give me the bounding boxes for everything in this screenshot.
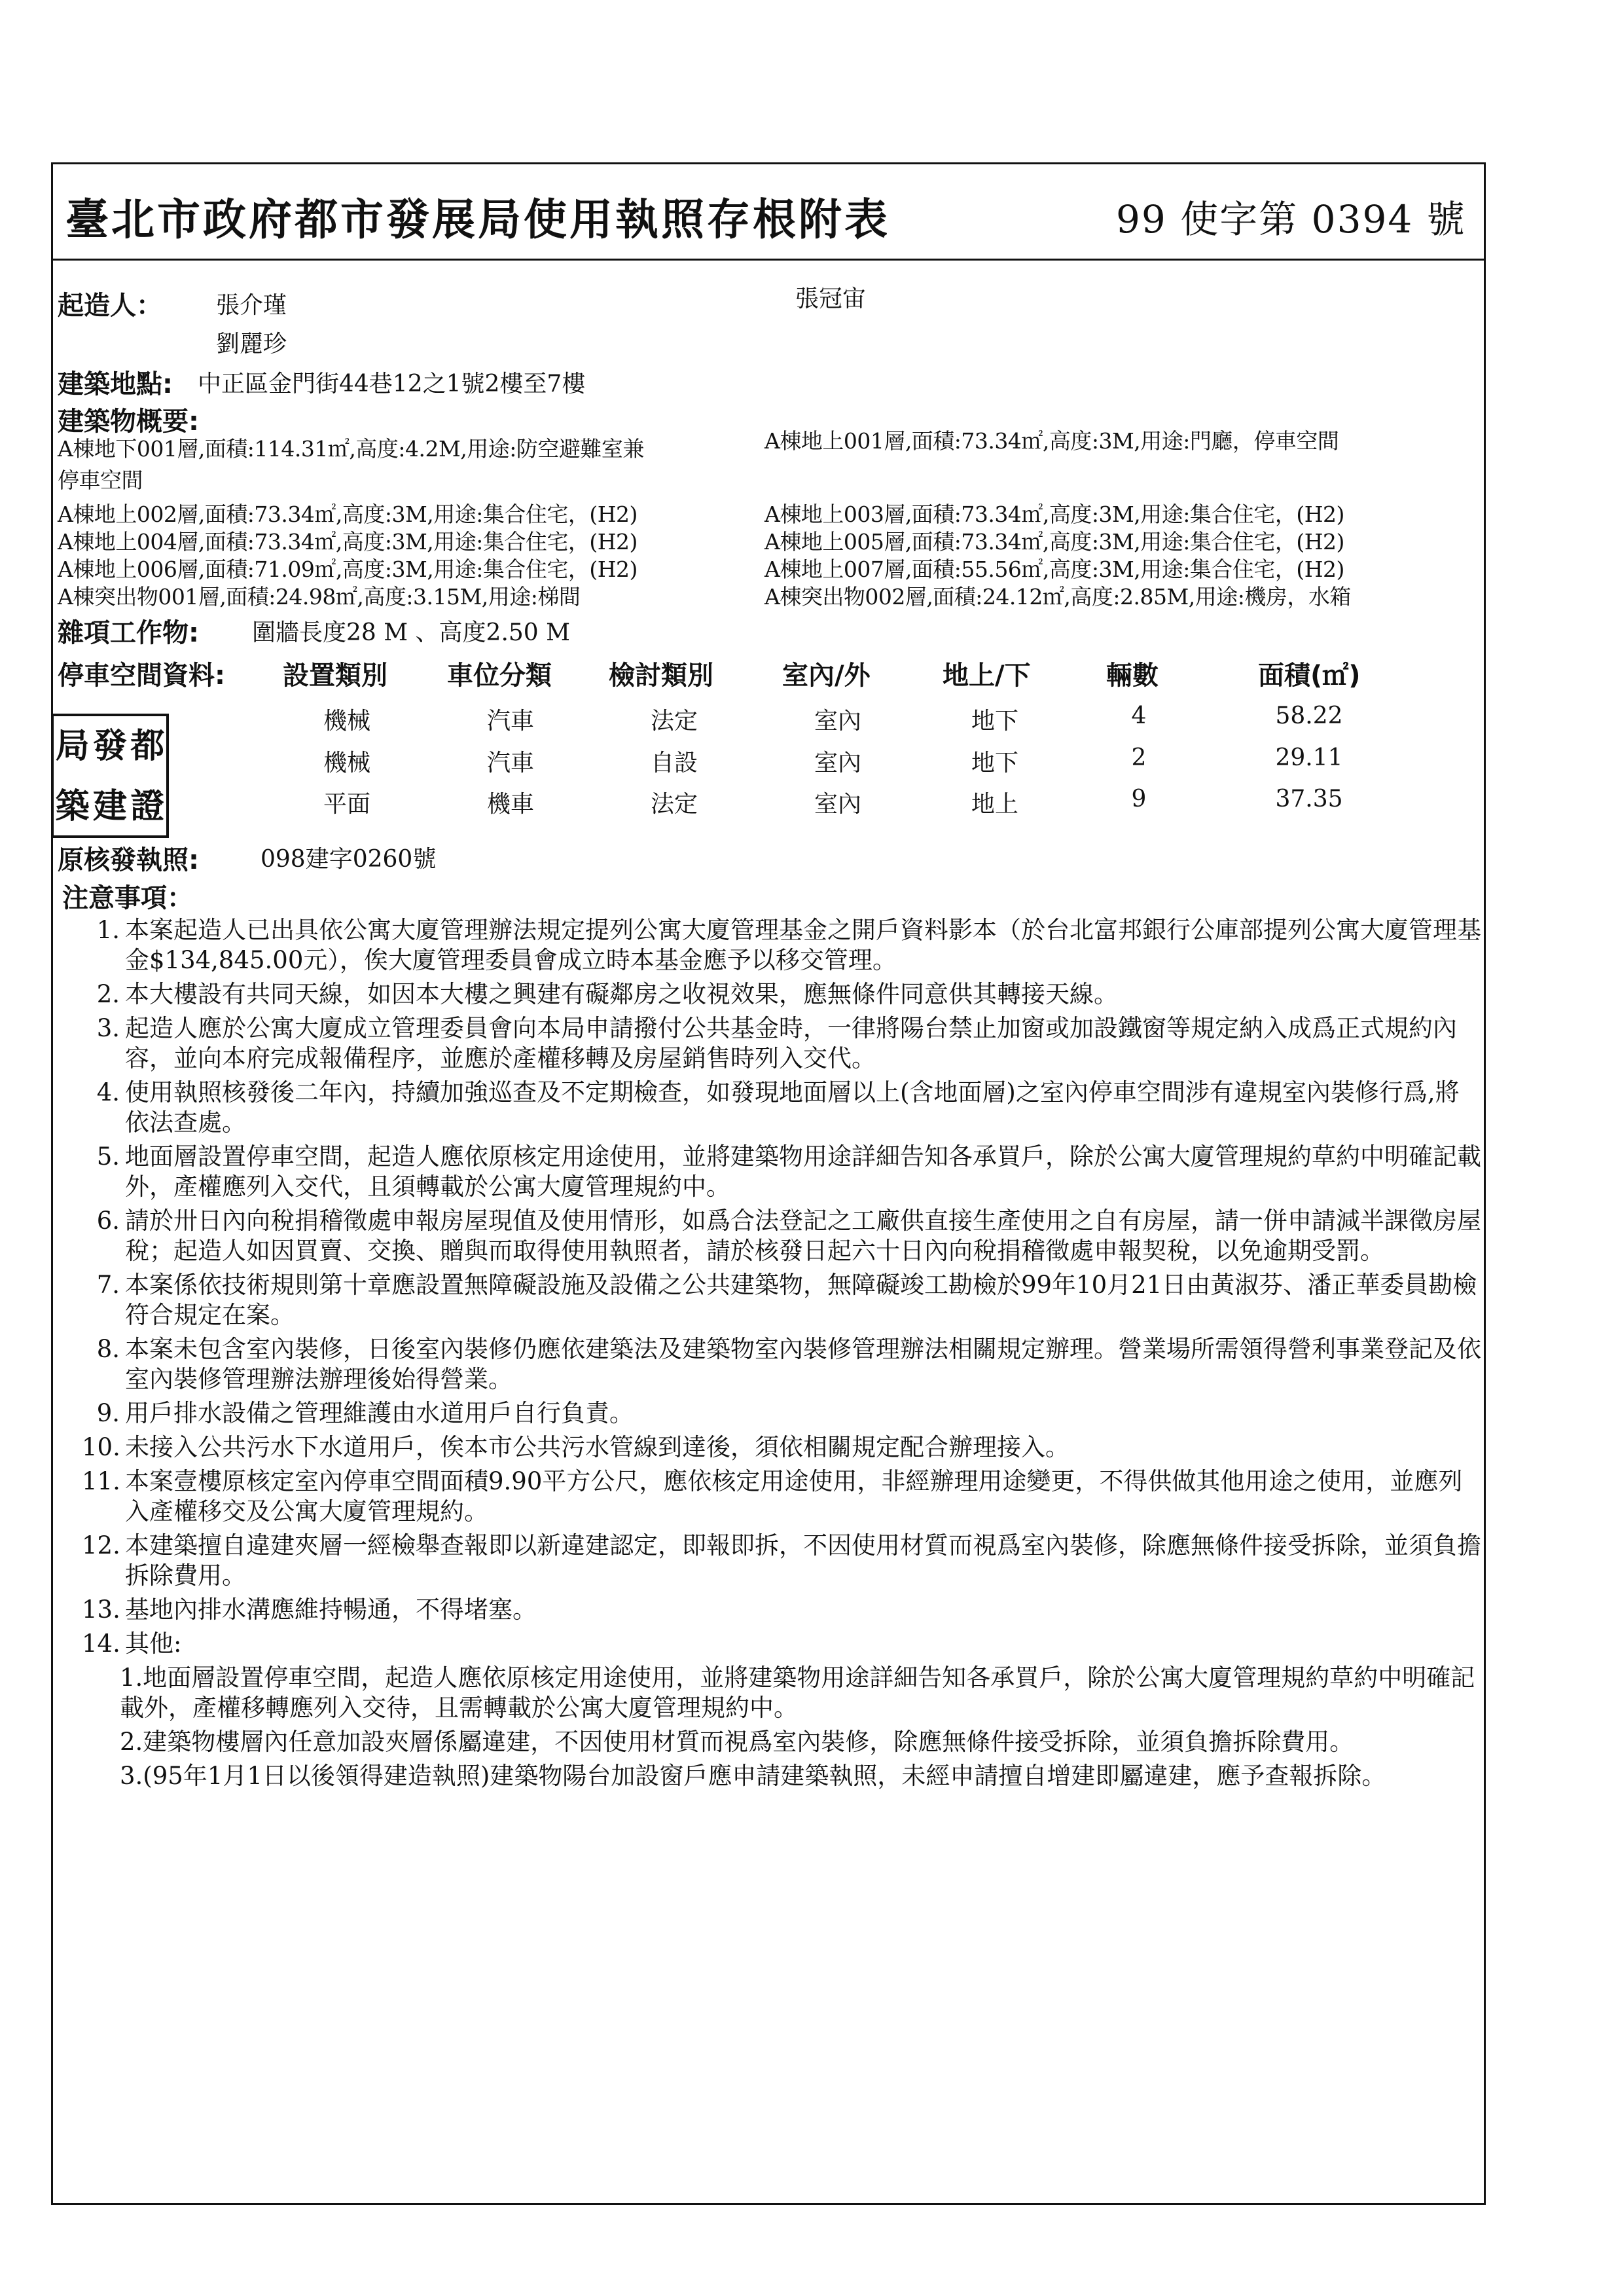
note-item <box>82 1334 1483 1394</box>
original-permit-label: 原核發執照: <box>58 845 199 875</box>
parking-label: 停車空間資料: <box>58 661 225 691</box>
note-text: 本案係依技術規則第十章應設置無障礙設施及設備之公共建築物，無障礙竣工勘檢於99年10月21日由黃淑芬、潘正華委員勘檢符合規定在案。 <box>125 1271 1477 1329</box>
note-number: 4. <box>96 1078 120 1106</box>
overview-label: 建築物概要: <box>58 407 199 437</box>
parking-header: 車位分類 <box>447 661 552 691</box>
table-cell: 汽車 <box>486 750 534 776</box>
overview-left-line: A棟地下001層,面積:114.31㎡,高度:4.2M,用途:防空避難室兼 <box>58 436 644 462</box>
note-text: 請於卅日內向稅捐稽徵處申報房屋現值及使用情形，如爲合法登記之工廠供直接生產使用之自有房屋，請一併申請減半課徵房屋稅；起造人如因買賣、交換、贈與而取得使用執照者，請於核發日起六十日內向稅捐稽徵處申報契稅，以免逾期受罰。 <box>125 1207 1481 1265</box>
table-cell: 法定 <box>650 708 698 735</box>
table-cell: 37.35 <box>1275 786 1343 812</box>
note-item <box>82 1398 1483 1429</box>
note-number: 2. <box>96 980 120 1008</box>
parking-header: 檢討類別 <box>609 661 713 691</box>
original-permit-value: 098建字0260號 <box>261 846 437 873</box>
note-text: 本大樓設有共同天線，如因本大樓之興建有礙鄰房之收視效果，應無條件同意供其轉接天線。 <box>125 980 1118 1008</box>
note-number: 7. <box>96 1271 120 1299</box>
overview-left-line: A棟地上004層,面積:73.34㎡,高度:3M,用途:集合住宅，(H2) <box>58 529 638 555</box>
seal-char: 證 <box>130 786 165 826</box>
seal-char: 發 <box>92 726 127 766</box>
overview-right-line: A棟地上007層,面積:55.56㎡,高度:3M,用途:集合住宅，(H2) <box>764 556 1344 582</box>
misc-work-value: 圍牆長度28 M 、高度2.50 M <box>252 619 571 646</box>
table-cell: 室內 <box>814 791 861 818</box>
note-sub-item: 1.地面層設置停車空間，起造人應依原核定用途使用，並將建築物用途詳細告知各承買戶，除於公寓大廈管理規約草約中明確記載外，產權移轉應列入交待，且需轉載於公寓大廈管理規約中。 <box>120 1664 1475 1722</box>
note-item <box>82 1432 1483 1463</box>
table-cell: 室內 <box>814 750 861 776</box>
note-text: 本建築擅自違建夾層一經檢舉查報即以新違建認定，即報即拆，不因使用材質而視爲室內裝修，除應無條件接受拆除，並須負擔拆除費用。 <box>125 1531 1481 1590</box>
overview-right-line: A棟地上003層,面積:73.34㎡,高度:3M,用途:集合住宅，(H2) <box>764 501 1344 527</box>
builder-label: 起造人： <box>58 291 162 321</box>
note-item <box>82 915 1483 975</box>
note-item <box>82 1595 1483 1625</box>
note-text: 其他: <box>125 1630 182 1658</box>
table-cell: 地上 <box>971 791 1018 818</box>
note-number: 10. <box>82 1433 120 1461</box>
note-number: 14. <box>82 1630 120 1658</box>
document-number: 99 使字第 0394 號 <box>1116 197 1466 242</box>
builder-name-1: 張介瑾 <box>216 292 287 319</box>
note-number: 12. <box>82 1531 120 1559</box>
note-number: 11. <box>82 1467 120 1495</box>
note-item <box>82 1531 1483 1591</box>
table-cell: 地下 <box>971 750 1018 776</box>
note-text: 本案壹樓原核定室內停車空間面積9.90平方公尺，應依核定用途使用，非經辦理用途變更，不得供做其他用途之使用，並應列入產權移交及公寓大廈管理規約。 <box>125 1467 1463 1525</box>
location-value: 中正區金門街44巷12之1號2樓至7樓 <box>198 371 586 397</box>
misc-work-label: 雜項工作物: <box>58 618 199 648</box>
builder-name-3: 張冠宙 <box>795 285 867 312</box>
seal-char: 築 <box>55 786 90 826</box>
table-cell: 58.22 <box>1275 702 1343 729</box>
table-cell: 機械 <box>323 708 370 735</box>
overview-right-line: A棟地上001層,面積:73.34㎡,高度:3M,用途:門廳，停車空間 <box>764 428 1339 454</box>
parking-header: 地上/下 <box>943 661 1031 691</box>
parking-header: 室內/外 <box>782 661 871 691</box>
official-seal <box>51 714 169 838</box>
table-cell: 平面 <box>323 791 370 818</box>
note-number: 1. <box>96 916 120 944</box>
note-text: 使用執照核發後二年內，持續加強巡查及不定期檢查，如發現地面層以上(含地面層)之室內停車空間涉有違規室內裝修行爲,將依法查處。 <box>125 1078 1460 1137</box>
overview-right-line: A棟突出物002層,面積:24.12㎡,高度:2.85M,用途:機房，水箱 <box>764 584 1351 610</box>
note-number: 13. <box>82 1595 120 1624</box>
note-item <box>82 1270 1483 1330</box>
seal-char: 都 <box>130 726 165 766</box>
document-title: 臺北市政府都市發展局使用執照存根附表 <box>65 194 890 245</box>
note-sub-item: 2.建築物樓層內任意加設夾層係屬違建，不因使用材質而視爲室內裝修，除應無條件接受拆除，並須負擔拆除費用。 <box>120 1728 1354 1756</box>
parking-header: 輛數 <box>1106 661 1159 691</box>
note-text: 本案未包含室內裝修，日後室內裝修仍應依建築法及建築物室內裝修管理辦法相關規定辦理。營業場所需領得營利事業登記及依室內裝修管理辦法辦理後始得營業。 <box>125 1335 1481 1393</box>
note-text: 起造人應於公寓大廈成立管理委員會向本局申請撥付公共基金時，一律將陽台禁止加窗或加設鐵窗等規定納入成爲正式規約內容，並向本府完成報備程序，並應於產權移轉及房屋銷售時列入交代。 <box>125 1014 1457 1072</box>
note-number: 3. <box>96 1014 120 1042</box>
location-label: 建築地點: <box>58 369 173 399</box>
note-sub-item: 3.(95年1月1日以後領得建造執照)建築物陽台加設窗戶應申請建築執照，未經申請擅自增建即屬違建，應予查報拆除。 <box>120 1762 1386 1790</box>
note-item <box>82 1142 1483 1202</box>
parking-header: 設置類別 <box>283 661 387 691</box>
notes-list <box>82 915 1483 1795</box>
header-divider <box>51 259 1486 261</box>
note-item <box>82 1206 1483 1266</box>
overview-left-line: A棟地上006層,面積:71.09㎡,高度:3M,用途:集合住宅，(H2) <box>58 556 638 582</box>
parking-header: 面積(㎡) <box>1258 661 1361 691</box>
overview-left-line: A棟地上002層,面積:73.34㎡,高度:3M,用途:集合住宅，(H2) <box>58 501 638 527</box>
note-item <box>82 1013 1483 1074</box>
note-item <box>82 1078 1483 1138</box>
table-cell: 2 <box>1131 744 1147 771</box>
table-cell: 汽車 <box>486 708 534 735</box>
table-cell: 室內 <box>814 708 861 735</box>
note-text: 地面層設置停車空間，起造人應依原核定用途使用，並將建築物用途詳細告知各承買戶，除於公寓大廈管理規約草約中明確記載外，產權應列入交代，且須轉載於公寓大廈管理規約中。 <box>125 1142 1481 1201</box>
note-number: 8. <box>96 1335 120 1363</box>
note-text: 本案起造人已出具依公寓大廈管理辦法規定提列公寓大廈管理基金之開戶資料影本（於台北富邦銀行公庫部提列公寓大廈管理基金$134,845.00元），俟大廈管理委員會成立時本基金應予以移交管理。 <box>125 916 1481 974</box>
table-cell: 機械 <box>323 750 370 776</box>
table-cell: 機車 <box>486 791 534 818</box>
table-cell: 4 <box>1131 702 1147 729</box>
table-cell: 9 <box>1131 786 1147 812</box>
note-item <box>82 1629 1483 1659</box>
seal-char: 建 <box>92 786 127 826</box>
note-number: 6. <box>96 1207 120 1235</box>
note-number: 5. <box>96 1142 120 1171</box>
note-item <box>82 1467 1483 1527</box>
table-cell: 法定 <box>650 791 698 818</box>
table-cell: 29.11 <box>1275 744 1343 771</box>
seal-char: 局 <box>55 726 90 766</box>
note-number: 9. <box>96 1399 120 1427</box>
table-cell: 地下 <box>971 708 1018 735</box>
builder-name-2: 劉麗珍 <box>216 331 287 357</box>
notes-label: 注意事項： <box>62 883 193 913</box>
overview-right-line: A棟地上005層,面積:73.34㎡,高度:3M,用途:集合住宅，(H2) <box>764 529 1344 555</box>
overview-left-line: 停車空間 <box>58 467 143 493</box>
note-text: 基地內排水溝應維持暢通，不得堵塞。 <box>125 1595 537 1624</box>
note-text: 未接入公共污水下水道用戶，俟本市公共污水管線到達後，須依相關規定配合辦理接入。 <box>125 1433 1070 1461</box>
table-cell: 自設 <box>650 750 698 776</box>
note-item <box>82 979 1483 1010</box>
overview-left-line: A棟突出物001層,面積:24.98㎡,高度:3.15M,用途:梯間 <box>58 584 581 610</box>
note-text: 用戶排水設備之管理維護由水道用戶自行負責。 <box>125 1399 634 1427</box>
